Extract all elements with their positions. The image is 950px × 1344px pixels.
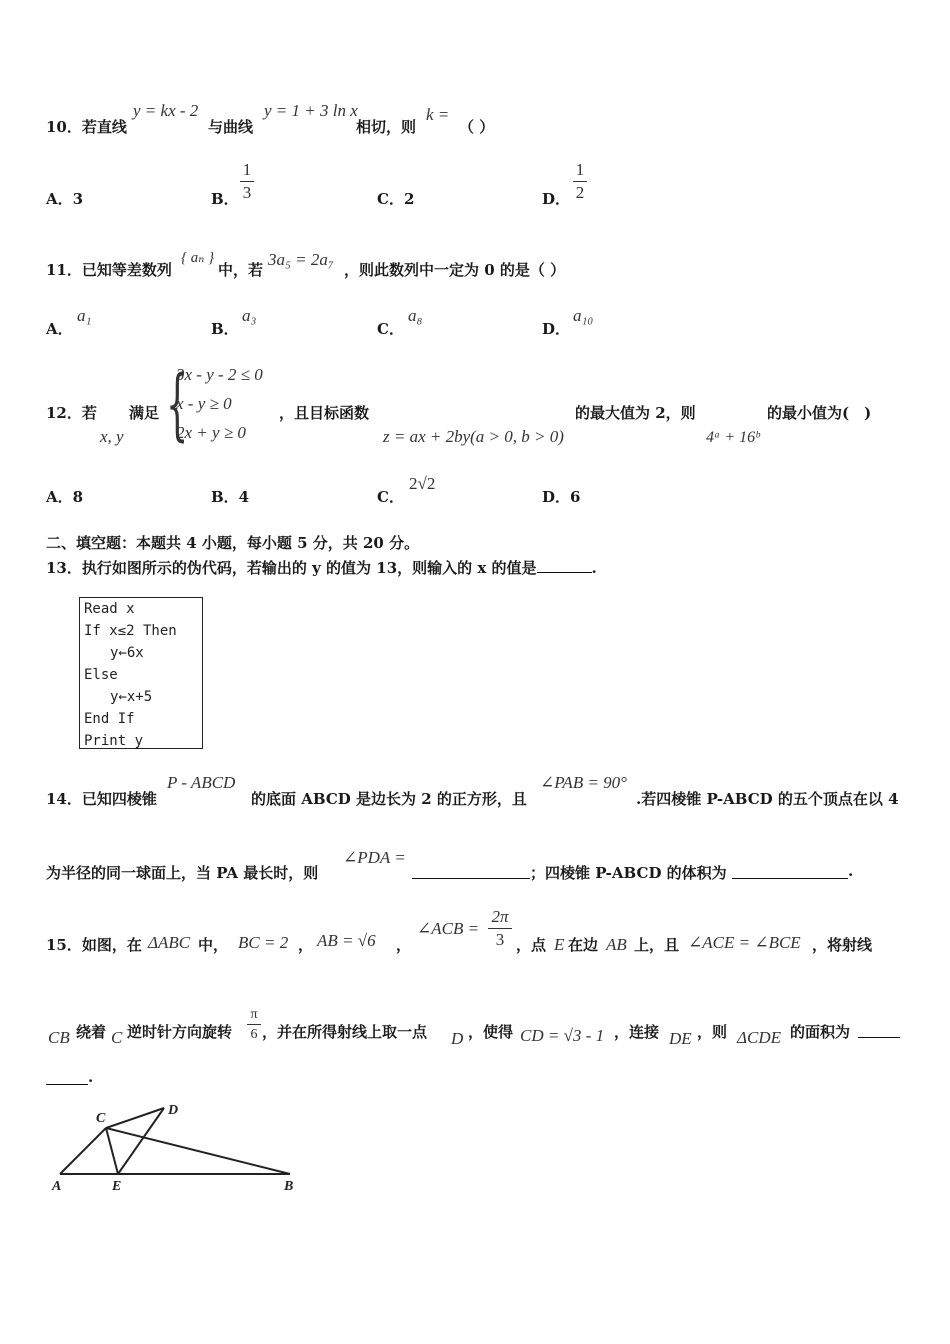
q12-prefix: 12．若 xyxy=(46,404,97,422)
q11-option-a-value: a₁ xyxy=(77,306,92,325)
q15-cde: ΔCDE xyxy=(737,1028,781,1047)
q11-suffix: ，则此数列中一定为 0 的是（ ） xyxy=(344,261,566,279)
q15-bc: BC = 2 xyxy=(238,933,289,952)
q10-line-expr: y = kx - 2 xyxy=(133,101,199,120)
q15-triangle-figure xyxy=(44,1096,304,1196)
q15-t10: ，连接 xyxy=(614,1023,660,1041)
q15-end: . xyxy=(88,1068,94,1086)
label-c: C xyxy=(96,1111,106,1126)
code-line-4: Else xyxy=(84,667,118,683)
q11-option-b: B． xyxy=(211,320,239,338)
code-line-7: Print y xyxy=(84,733,144,749)
q15-t9: ，使得 xyxy=(468,1023,514,1041)
q10-option-b-fraction: 1 3 xyxy=(240,160,254,203)
label-e: E xyxy=(112,1179,122,1194)
q15-cd: CD = √3 - 1 xyxy=(520,1026,605,1045)
q12-constraint-2: x - y ≥ 0 xyxy=(176,394,232,413)
code-line-1: Read x xyxy=(84,601,135,617)
q15-t8: ，并在所得射线上取一点 xyxy=(262,1023,428,1041)
q14-blank-1 xyxy=(412,862,530,879)
q12-option-c: C． xyxy=(377,488,404,506)
q14-end: . xyxy=(848,862,854,880)
q12-constraint-1: 3x - y - 2 ≤ 0 xyxy=(176,365,263,384)
q15-t1: 中， xyxy=(198,936,229,954)
code-line-5: y←x+5 xyxy=(110,689,153,705)
q14-text1: 的底面 ABCD 是边长为 2 的正方形，且 xyxy=(251,790,527,808)
q15-t4: 上，且 xyxy=(634,936,680,954)
code-line-6: End If xyxy=(84,711,135,727)
q15-e: E xyxy=(554,935,565,954)
q15-acb-fraction: 2π 3 xyxy=(488,907,512,950)
q15-sep1: ， xyxy=(298,936,314,954)
q11-seq: { aₙ } xyxy=(181,250,215,266)
q14-line2b: ；四棱锥 P-ABCD 的体积为 xyxy=(530,864,727,882)
q15-blank-a xyxy=(858,1021,900,1038)
q15-t12: 的面积为 xyxy=(790,1023,851,1041)
q11-cond: 3a₅ = 2a₇ xyxy=(268,250,334,269)
q12-target-expr: 4ᵃ + 16ᵇ xyxy=(706,429,760,446)
q15-c: C xyxy=(111,1028,123,1047)
q14-blank-2 xyxy=(732,862,848,879)
label-d: D xyxy=(168,1103,179,1118)
q10-prefix: 10．若直线 xyxy=(46,118,127,136)
q12-vars: x, y xyxy=(100,427,124,446)
q14-angle2: ∠PDA = xyxy=(343,848,406,867)
code-line-2: If x≤2 Then xyxy=(84,623,177,639)
q15-ab: AB = √6 xyxy=(317,931,376,950)
q14-text2: .若四棱锥 P-ABCD 的五个顶点在以 4 xyxy=(636,790,899,808)
q10-option-b: B． xyxy=(211,190,239,208)
q11-option-c-value: a₈ xyxy=(408,306,423,325)
q11-option-b-value: a₃ xyxy=(242,306,257,325)
q15-t11: ，则 xyxy=(697,1023,728,1041)
q10-mid: 与曲线 xyxy=(208,118,254,136)
q10-option-a: A．3 xyxy=(46,190,84,208)
q14-pyramid: P - ABCD xyxy=(167,773,236,792)
q12-option-c-value: 2√2 xyxy=(409,474,436,493)
q15-rot-fraction: π 6 xyxy=(247,1006,261,1043)
q12-max-text: 的最大值为 2，则 xyxy=(575,404,696,422)
section-2-heading: 二、填空题：本题共 4 小题，每小题 5 分，共 20 分。 xyxy=(46,534,420,552)
q10-suffix-b: （ ） xyxy=(459,118,495,136)
q10-option-c: C．2 xyxy=(377,190,415,208)
q12-min-text: 的最小值为( ) xyxy=(767,404,872,422)
q15-sep2: ， xyxy=(396,936,412,954)
q15-tri: ΔABC xyxy=(148,933,191,952)
q11-option-d: D． xyxy=(542,320,571,338)
pseudocode-box xyxy=(79,597,203,749)
code-line-3: y←6x xyxy=(110,645,144,661)
q11-mid: 中，若 xyxy=(218,261,264,279)
q11-option-c: C． xyxy=(377,320,404,338)
q12-goal-expr: z = ax + 2by(a > 0, b > 0) xyxy=(383,427,564,446)
edge-ac xyxy=(60,1128,106,1174)
q15-ab2: AB xyxy=(606,935,627,954)
edge-cd xyxy=(106,1108,164,1128)
q13-text: 13．执行如图所示的伪代码，若输出的 y 的值为 13，则输入的 x 的值是 . xyxy=(46,559,597,577)
q12-goal-text: ，且目标函数 xyxy=(279,404,370,422)
q14-prefix: 14．已知四棱锥 xyxy=(46,790,157,808)
q11-option-d-value: a₁₀ xyxy=(573,306,594,325)
q10-suffix-a: 相切，则 xyxy=(356,118,417,136)
edge-ce xyxy=(106,1128,118,1174)
q11-prefix: 11．已知等差数列 xyxy=(46,261,172,279)
q11-option-a: A． xyxy=(46,320,73,338)
q15-t6: 绕着 xyxy=(76,1023,107,1041)
label-a: A xyxy=(52,1179,62,1194)
q10-option-d: D． xyxy=(542,190,571,208)
q15-prefix: 15．如图，在 xyxy=(46,936,142,954)
q15-t7: 逆时针方向旋转 xyxy=(127,1023,233,1041)
q15-t3: 在边 xyxy=(568,936,599,954)
q10-curve-expr: y = 1 + 3 ln x xyxy=(264,101,358,120)
q14-angle: ∠PAB = 90° xyxy=(540,773,627,792)
q15-blank-b xyxy=(46,1068,88,1085)
q15-acb: ∠ACB = xyxy=(417,919,480,938)
q12-satisfy: 满足 xyxy=(129,404,160,422)
q12-constraint-3: 2x + y ≥ 0 xyxy=(176,423,246,442)
q12-option-d: D．6 xyxy=(542,488,581,506)
q15-t5: ，将射线 xyxy=(812,936,873,954)
q12-option-b: B．4 xyxy=(211,488,250,506)
q10-option-d-fraction: 1 2 xyxy=(573,160,587,203)
q15-t2: ，点 xyxy=(516,936,547,954)
q12-option-a: A．8 xyxy=(46,488,84,506)
q15-ace: ∠ACE = ∠BCE xyxy=(688,933,801,952)
q10-k-expr: k = xyxy=(426,105,450,124)
q13-answer-blank xyxy=(537,572,592,573)
label-b: B xyxy=(284,1179,294,1194)
q15-de: DE xyxy=(669,1029,692,1048)
q15-cb: CB xyxy=(48,1028,70,1047)
q14-line2a: 为半径的同一球面上，当 PA 最长时，则 xyxy=(46,864,319,882)
q15-d: D xyxy=(451,1029,464,1048)
q12-brace: { xyxy=(166,360,189,450)
